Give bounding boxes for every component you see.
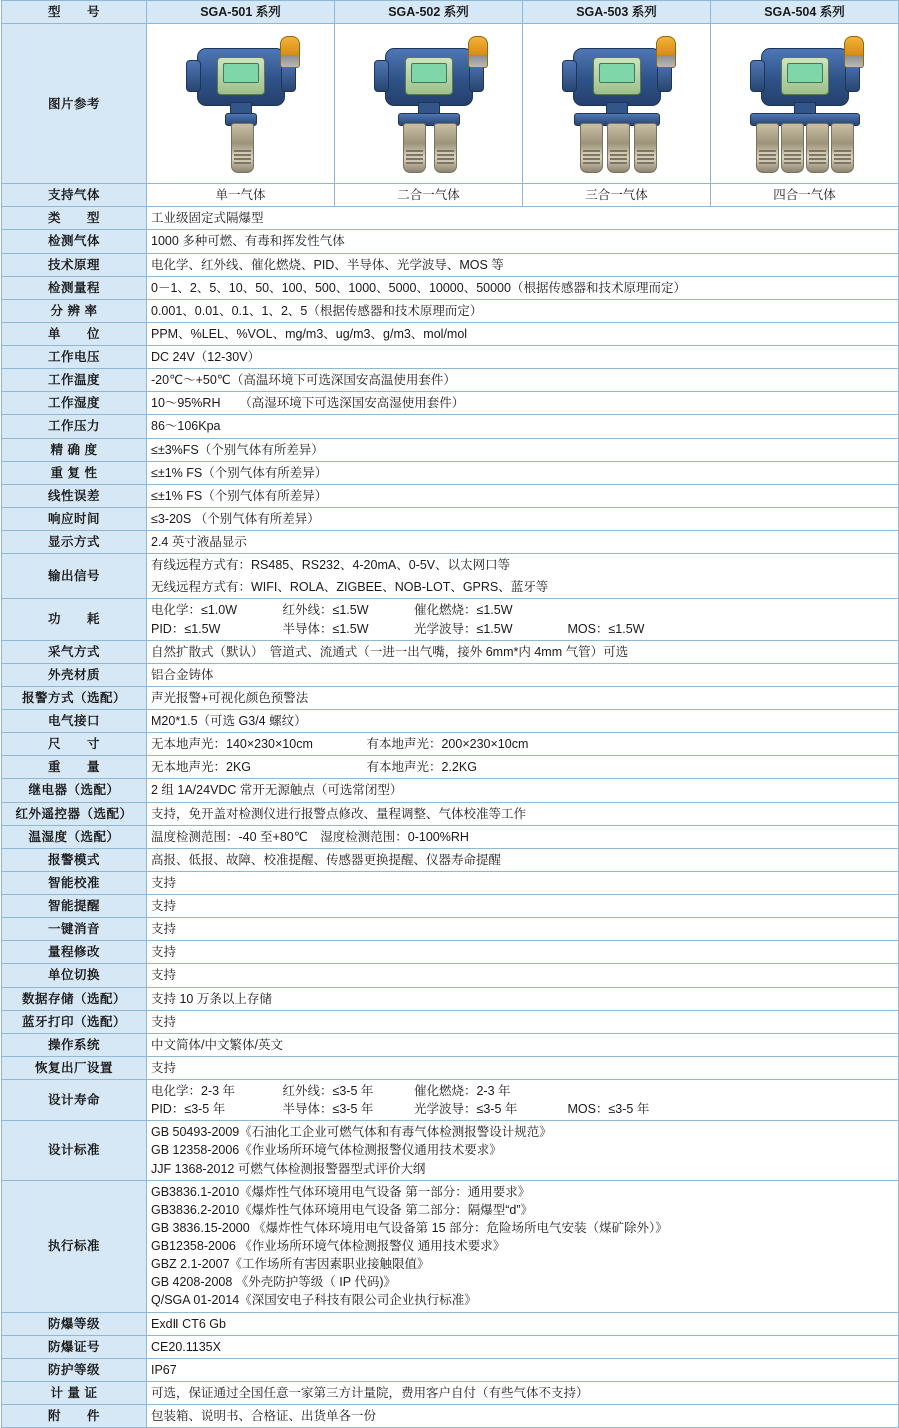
row-label: 防护等级 xyxy=(2,1358,147,1381)
gas-support-504: 四合一气体 xyxy=(711,184,899,207)
row-label: 技术原理 xyxy=(2,253,147,276)
row-value: 86～106Kpa xyxy=(147,415,899,438)
product-image-503 xyxy=(523,24,711,184)
table-row xyxy=(2,1010,899,1033)
row-label-power: 功 耗 xyxy=(2,599,147,640)
row-label: 智能提醒 xyxy=(2,895,147,918)
row-value: 支持 xyxy=(147,871,899,894)
table-row xyxy=(2,1381,899,1404)
gas-support-502: 二合一气体 xyxy=(335,184,523,207)
specification-table xyxy=(1,0,899,1428)
table-row xyxy=(2,484,899,507)
row-value: ≤3-20S （个别气体有所差异） xyxy=(147,507,899,530)
table-row-size xyxy=(2,733,899,756)
row-value: DC 24V（12-30V） xyxy=(147,346,899,369)
row-label: 工作湿度 xyxy=(2,392,147,415)
table-row-power xyxy=(2,599,899,640)
output-wired: 有线远程方式有：RS485、RS232、4-20mA、0-5V、以太网口等 xyxy=(151,558,511,573)
row-value: CE20.1135X xyxy=(147,1335,899,1358)
table-row xyxy=(2,825,899,848)
table-row xyxy=(2,918,899,941)
gas-support-501: 单一气体 xyxy=(147,184,335,207)
table-row-weight xyxy=(2,756,899,779)
table-row xyxy=(2,848,899,871)
table-row xyxy=(2,779,899,802)
power-infrared: 红外线：≤1.5W xyxy=(282,603,369,618)
row-label: 红外遥控器（选配） xyxy=(2,802,147,825)
row-value-execution-standard xyxy=(147,1180,899,1312)
table-row xyxy=(2,663,899,686)
row-label: 工作温度 xyxy=(2,369,147,392)
row-value: 铝合金铸体 xyxy=(147,663,899,686)
row-value: 支持 xyxy=(147,964,899,987)
row-value: 包装箱、说明书、合格证、出货单各一份 xyxy=(147,1405,899,1428)
row-label-gas-support: 支持气体 xyxy=(2,184,147,207)
row-label: 分 辨 率 xyxy=(2,299,147,322)
table-row xyxy=(2,299,899,322)
table-row xyxy=(2,369,899,392)
detector-illustration-1 xyxy=(166,30,316,178)
row-value: 0.001、0.01、0.1、1、2、5（根据传感器和技术原理而定） xyxy=(147,299,899,322)
row-label: 精 确 度 xyxy=(2,438,147,461)
table-row xyxy=(2,871,899,894)
row-label-size: 尺 寸 xyxy=(2,733,147,756)
row-label: 报警模式 xyxy=(2,848,147,871)
table-row xyxy=(2,507,899,530)
row-label: 重 复 性 xyxy=(2,461,147,484)
design-standard-item: GB 50493-2009《石油化工企业可燃气体和有毒气体检测报警设计规范》 xyxy=(151,1125,552,1140)
design-standard-item: GB 12358-2006《作业场所环境气体检测报警仪通用技术要求》 xyxy=(151,1143,502,1158)
row-value: 支持 xyxy=(147,941,899,964)
row-value: -20℃～+50℃（高温环境下可选深国安高温使用套件） xyxy=(147,369,899,392)
product-image-504 xyxy=(711,24,899,184)
row-value-size xyxy=(147,733,899,756)
power-catalytic: 催化燃烧：≤1.5W xyxy=(413,603,513,618)
row-value: ExdⅡ CT6 Gb xyxy=(147,1312,899,1335)
row-label: 防爆等级 xyxy=(2,1312,147,1335)
row-label: 检测量程 xyxy=(2,276,147,299)
table-row-design-life xyxy=(2,1080,899,1121)
table-row xyxy=(2,1405,899,1428)
power-line-2 xyxy=(151,620,894,638)
row-label: 采气方式 xyxy=(2,640,147,663)
life-semiconductor: 半导体：≤3-5 年 xyxy=(282,1102,374,1117)
table-row xyxy=(2,1335,899,1358)
life-mos: MOS：≤3-5 年 xyxy=(567,1102,650,1117)
gas-support-503: 三合一气体 xyxy=(523,184,711,207)
weight-with-alarm: 有本地声光：2.2KG xyxy=(366,760,477,775)
design-standard-item: JJF 1368-2012 可燃气体检测报警器型式评价大纲 xyxy=(151,1161,426,1176)
table-row xyxy=(2,230,899,253)
table-row-images xyxy=(2,24,899,184)
row-value: 支持 xyxy=(147,1010,899,1033)
row-value: 1000 多种可燃、有毒和挥发性气体 xyxy=(147,230,899,253)
row-value: 支持 xyxy=(147,895,899,918)
table-row xyxy=(2,640,899,663)
power-semiconductor: 半导体：≤1.5W xyxy=(282,621,369,636)
row-value: 0－1、2、5、10、50、100、500、1000、5000、10000、50000（根据传感器和技术原理而定） xyxy=(147,276,899,299)
row-label: 外壳材质 xyxy=(2,663,147,686)
table-row xyxy=(2,1358,899,1381)
row-label: 响应时间 xyxy=(2,507,147,530)
execution-standard-item: GB 4208-2008 《外壳防护等级（ IP 代码)》 xyxy=(151,1275,396,1290)
row-value: 2 组 1A/24VDC 常开无源触点（可选常闭型） xyxy=(147,779,899,802)
row-value-output-signal xyxy=(147,554,899,599)
row-label: 报警方式（选配） xyxy=(2,686,147,709)
life-optical: 光学波导：≤3-5 年 xyxy=(413,1102,518,1117)
row-label: 检测气体 xyxy=(2,230,147,253)
detector-illustration-3 xyxy=(542,30,692,178)
table-row xyxy=(2,964,899,987)
table-row-design-standard xyxy=(2,1121,899,1180)
table-row xyxy=(2,346,899,369)
model-503: SGA-503 系列 xyxy=(523,1,711,24)
power-optical: 光学波导：≤1.5W xyxy=(413,621,513,636)
table-row xyxy=(2,710,899,733)
execution-standard-item: GB3836.2-2010《爆炸性气体环境用电气设备 第二部分：隔爆型“d”》 xyxy=(151,1202,534,1217)
table-row xyxy=(2,802,899,825)
row-label-execution-standard: 执行标准 xyxy=(2,1180,147,1312)
row-label-weight: 重 量 xyxy=(2,756,147,779)
table-row-model xyxy=(2,1,899,24)
table-row xyxy=(2,1312,899,1335)
row-value: 2.4 英寸液晶显示 xyxy=(147,531,899,554)
row-label-design-standard: 设计标准 xyxy=(2,1121,147,1180)
execution-standard-item: Q/SGA 01-2014《深国安电子科技有限公司企业执行标准》 xyxy=(151,1293,477,1308)
life-infrared: 红外线：≤3-5 年 xyxy=(282,1084,374,1098)
detector-illustration-2 xyxy=(354,30,504,178)
model-501: SGA-501 系列 xyxy=(147,1,335,24)
row-value-power xyxy=(147,599,899,640)
row-value: 中文简体/中文繁体/英文 xyxy=(147,1033,899,1056)
table-row xyxy=(2,941,899,964)
row-label-model: 型 号 xyxy=(2,1,147,24)
life-line-1 xyxy=(151,1082,894,1100)
table-row xyxy=(2,461,899,484)
table-row xyxy=(2,276,899,299)
row-value: M20*1.5（可选 G3/4 螺纹） xyxy=(147,710,899,733)
row-label: 显示方式 xyxy=(2,531,147,554)
product-image-502 xyxy=(335,24,523,184)
table-row-output-signal xyxy=(2,554,899,599)
table-row xyxy=(2,438,899,461)
table-row-gas-support xyxy=(2,184,899,207)
table-row xyxy=(2,1033,899,1056)
row-label: 单位切换 xyxy=(2,964,147,987)
row-label: 蓝牙打印（选配） xyxy=(2,1010,147,1033)
row-value-weight xyxy=(147,756,899,779)
table-row xyxy=(2,207,899,230)
table-row xyxy=(2,686,899,709)
row-label: 一键消音 xyxy=(2,918,147,941)
size-without-alarm: 无本地声光：140×230×10cm xyxy=(151,737,313,752)
row-label: 温湿度（选配） xyxy=(2,825,147,848)
row-value: 可选，保证通过全国任意一家第三方计量院，费用客户自付（有些气体不支持） xyxy=(147,1381,899,1404)
row-label-image-reference: 图片参考 xyxy=(2,24,147,184)
detector-illustration-4 xyxy=(730,30,880,178)
row-value: 工业级固定式隔爆型 xyxy=(147,207,899,230)
execution-standard-item: GB3836.1-2010《爆炸性气体环境用电气设备 第一部分：通用要求》 xyxy=(151,1184,531,1199)
row-value: ≤±3%FS（个别气体有所差异） xyxy=(147,438,899,461)
life-electrochemical: 电化学：2-3 年 xyxy=(151,1084,236,1098)
table-row xyxy=(2,1056,899,1079)
table-row xyxy=(2,392,899,415)
power-line-1 xyxy=(151,601,894,619)
row-label: 恢复出厂设置 xyxy=(2,1056,147,1079)
weight-without-alarm: 无本地声光：2KG xyxy=(151,760,252,775)
execution-standard-item: GBZ 2.1-2007《工作场所有害因素职业接触限值》 xyxy=(151,1257,430,1272)
row-label-design-life: 设计寿命 xyxy=(2,1080,147,1121)
row-label: 继电器（选配） xyxy=(2,779,147,802)
row-value: 支持 xyxy=(147,1056,899,1079)
row-label: 操作系统 xyxy=(2,1033,147,1056)
output-wireless: 无线远程方式有：WIFI、ROLA、ZIGBEE、NOB-LOT、GPRS、蓝牙等 xyxy=(151,580,549,595)
model-504: SGA-504 系列 xyxy=(711,1,899,24)
row-value: 声光报警+可视化颜色预警法 xyxy=(147,686,899,709)
power-pid: PID：≤1.5W xyxy=(151,621,221,636)
power-electrochemical: 电化学：≤1.0W xyxy=(151,603,238,618)
power-mos: MOS：≤1.5W xyxy=(567,621,645,636)
table-row xyxy=(2,415,899,438)
row-label: 计 量 证 xyxy=(2,1381,147,1404)
row-value: ≤±1% FS（个别气体有所差异） xyxy=(147,461,899,484)
row-value: 支持 xyxy=(147,918,899,941)
row-label: 线性误差 xyxy=(2,484,147,507)
row-label: 智能校准 xyxy=(2,871,147,894)
row-value: 10～95%RH （高湿环境下可选深国安高湿使用套件） xyxy=(147,392,899,415)
table-row xyxy=(2,531,899,554)
row-label: 附 件 xyxy=(2,1405,147,1428)
row-label-output-signal: 输出信号 xyxy=(2,554,147,599)
row-value-design-life xyxy=(147,1080,899,1121)
row-label: 单 位 xyxy=(2,322,147,345)
size-with-alarm: 有本地声光：200×230×10cm xyxy=(366,737,529,752)
table-row xyxy=(2,322,899,345)
product-image-501 xyxy=(147,24,335,184)
row-value: 高报、低报、故障、校准提醒、传感器更换提醒、仪器寿命提醒 xyxy=(147,848,899,871)
row-value-design-standard xyxy=(147,1121,899,1180)
life-pid: PID：≤3-5 年 xyxy=(151,1102,226,1117)
execution-standard-item: GB12358-2006 《作业场所环境气体检测报警仪 通用技术要求》 xyxy=(151,1239,506,1253)
row-value: 支持 10 万条以上存储 xyxy=(147,987,899,1010)
row-label: 类 型 xyxy=(2,207,147,230)
row-label: 防爆证号 xyxy=(2,1335,147,1358)
row-value: 温度检测范围：-40 至+80℃ 湿度检测范围：0-100%RH xyxy=(147,825,899,848)
row-label: 工作压力 xyxy=(2,415,147,438)
execution-standard-item: GB 3836.15-2000 《爆炸性气体环境用电气设备第 15 部分：危险场所电气安装（煤矿除外）》 xyxy=(151,1220,668,1235)
row-label: 电气接口 xyxy=(2,710,147,733)
row-value: ≤±1% FS（个别气体有所差异） xyxy=(147,484,899,507)
table-row xyxy=(2,253,899,276)
row-label: 数据存储（选配） xyxy=(2,987,147,1010)
table-row xyxy=(2,895,899,918)
row-label: 量程修改 xyxy=(2,941,147,964)
row-label: 工作电压 xyxy=(2,346,147,369)
model-502: SGA-502 系列 xyxy=(335,1,523,24)
row-value: 电化学、红外线、催化燃烧、PID、半导体、光学波导、MOS 等 xyxy=(147,253,899,276)
life-line-2 xyxy=(151,1100,894,1118)
life-catalytic: 催化燃烧：2-3 年 xyxy=(413,1084,511,1098)
row-value: 支持，免开盖对检测仪进行报警点修改、量程调整、气体校准等工作 xyxy=(147,802,899,825)
row-value: 自然扩散式（默认） 管道式、流通式（一进一出气嘴，接外 6mm*内 4mm 气管）可选 xyxy=(147,640,899,663)
row-value: PPM、%LEL、%VOL、mg/m3、ug/m3、g/m3、mol/mol xyxy=(147,322,899,345)
table-row-execution-standard xyxy=(2,1180,899,1312)
table-row xyxy=(2,987,899,1010)
row-value: IP67 xyxy=(147,1358,899,1381)
